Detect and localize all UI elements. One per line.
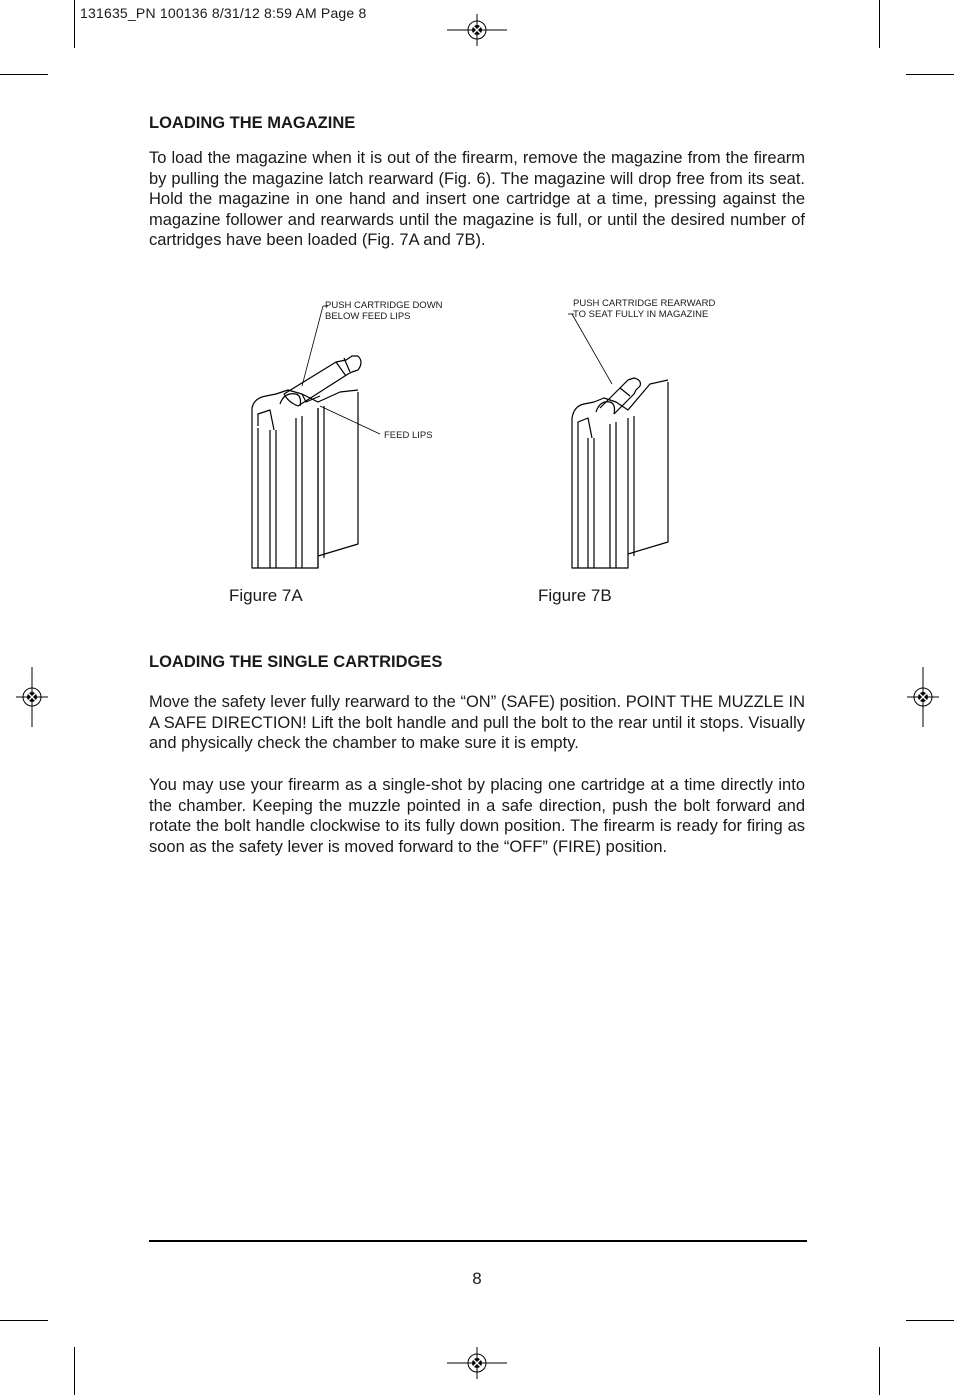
registration-mark-left-icon <box>16 667 48 727</box>
crop-mark-top-right-vertical <box>879 0 880 48</box>
footer-divider <box>149 1240 807 1242</box>
figure-7a-label: Figure 7A <box>229 586 303 605</box>
figure-7b-magazine-illustration <box>560 290 780 580</box>
crop-mark-top-left-horizontal <box>0 74 48 75</box>
registration-mark-top-icon <box>447 14 507 46</box>
figure-7b-callout-push-rearward: PUSH CARTRIDGE REARWARD TO SEAT FULLY IN MAGAZINE <box>573 298 716 320</box>
page-number: 8 <box>472 1269 482 1288</box>
crop-mark-bottom-left-vertical <box>74 1347 75 1395</box>
section-paragraph-safety-check: Move the safety lever fully rearward to the “ON” (SAFE) position. POINT THE MUZZLE IN A SAFE DIRECTION! Lift the bolt handle and pull the bolt to the rear until it stops. Visually and physically check the chamber to make sure it is empty. <box>149 693 805 752</box>
crop-mark-bottom-right-vertical <box>879 1347 880 1395</box>
section-paragraph-single-shot: You may use your firearm as a single-shot by placing one cartridge at a time directly into the chamber. Keeping the muzzle pointed in a safe direction, push the bolt forward and rotate the bolt handle clockwise to its fully down position. The firearm is ready for firing as soon as the safety lever is moved forward to the “OFF” (FIRE) position. <box>149 776 805 856</box>
crop-mark-top-left-vertical <box>74 0 75 48</box>
print-slug-line: 131635_PN 100136 8/31/12 8:59 AM Page 8 <box>80 5 367 21</box>
section-heading-loading-magazine: LOADING THE MAGAZINE <box>149 114 356 132</box>
figure-7a-callout-push-down: PUSH CARTRIDGE DOWN BELOW FEED LIPS <box>325 300 443 322</box>
figure-7a-callout-feed-lips: FEED LIPS <box>384 430 433 441</box>
crop-mark-bottom-left-horizontal <box>0 1320 48 1321</box>
section-heading-loading-single-cartridges: LOADING THE SINGLE CARTRIDGES <box>149 653 443 671</box>
registration-mark-right-icon <box>907 667 939 727</box>
section-paragraph-loading-magazine: To load the magazine when it is out of the firearm, remove the magazine from the firearm by pulling the magazine latch rearward (Fig. 6). The magazine will drop free from its seat. Hold the magazine in one hand and insert one cartridge at a time, pressing against the magazine follower and rearwards until the magazine is full, or until the desired number of cartridges have been loaded (Fig. 7A and 7B). <box>149 149 805 249</box>
figure-7b-label: Figure 7B <box>538 586 612 605</box>
crop-mark-top-right-horizontal <box>906 74 954 75</box>
registration-mark-bottom-icon <box>447 1347 507 1379</box>
crop-mark-bottom-right-horizontal <box>906 1320 954 1321</box>
